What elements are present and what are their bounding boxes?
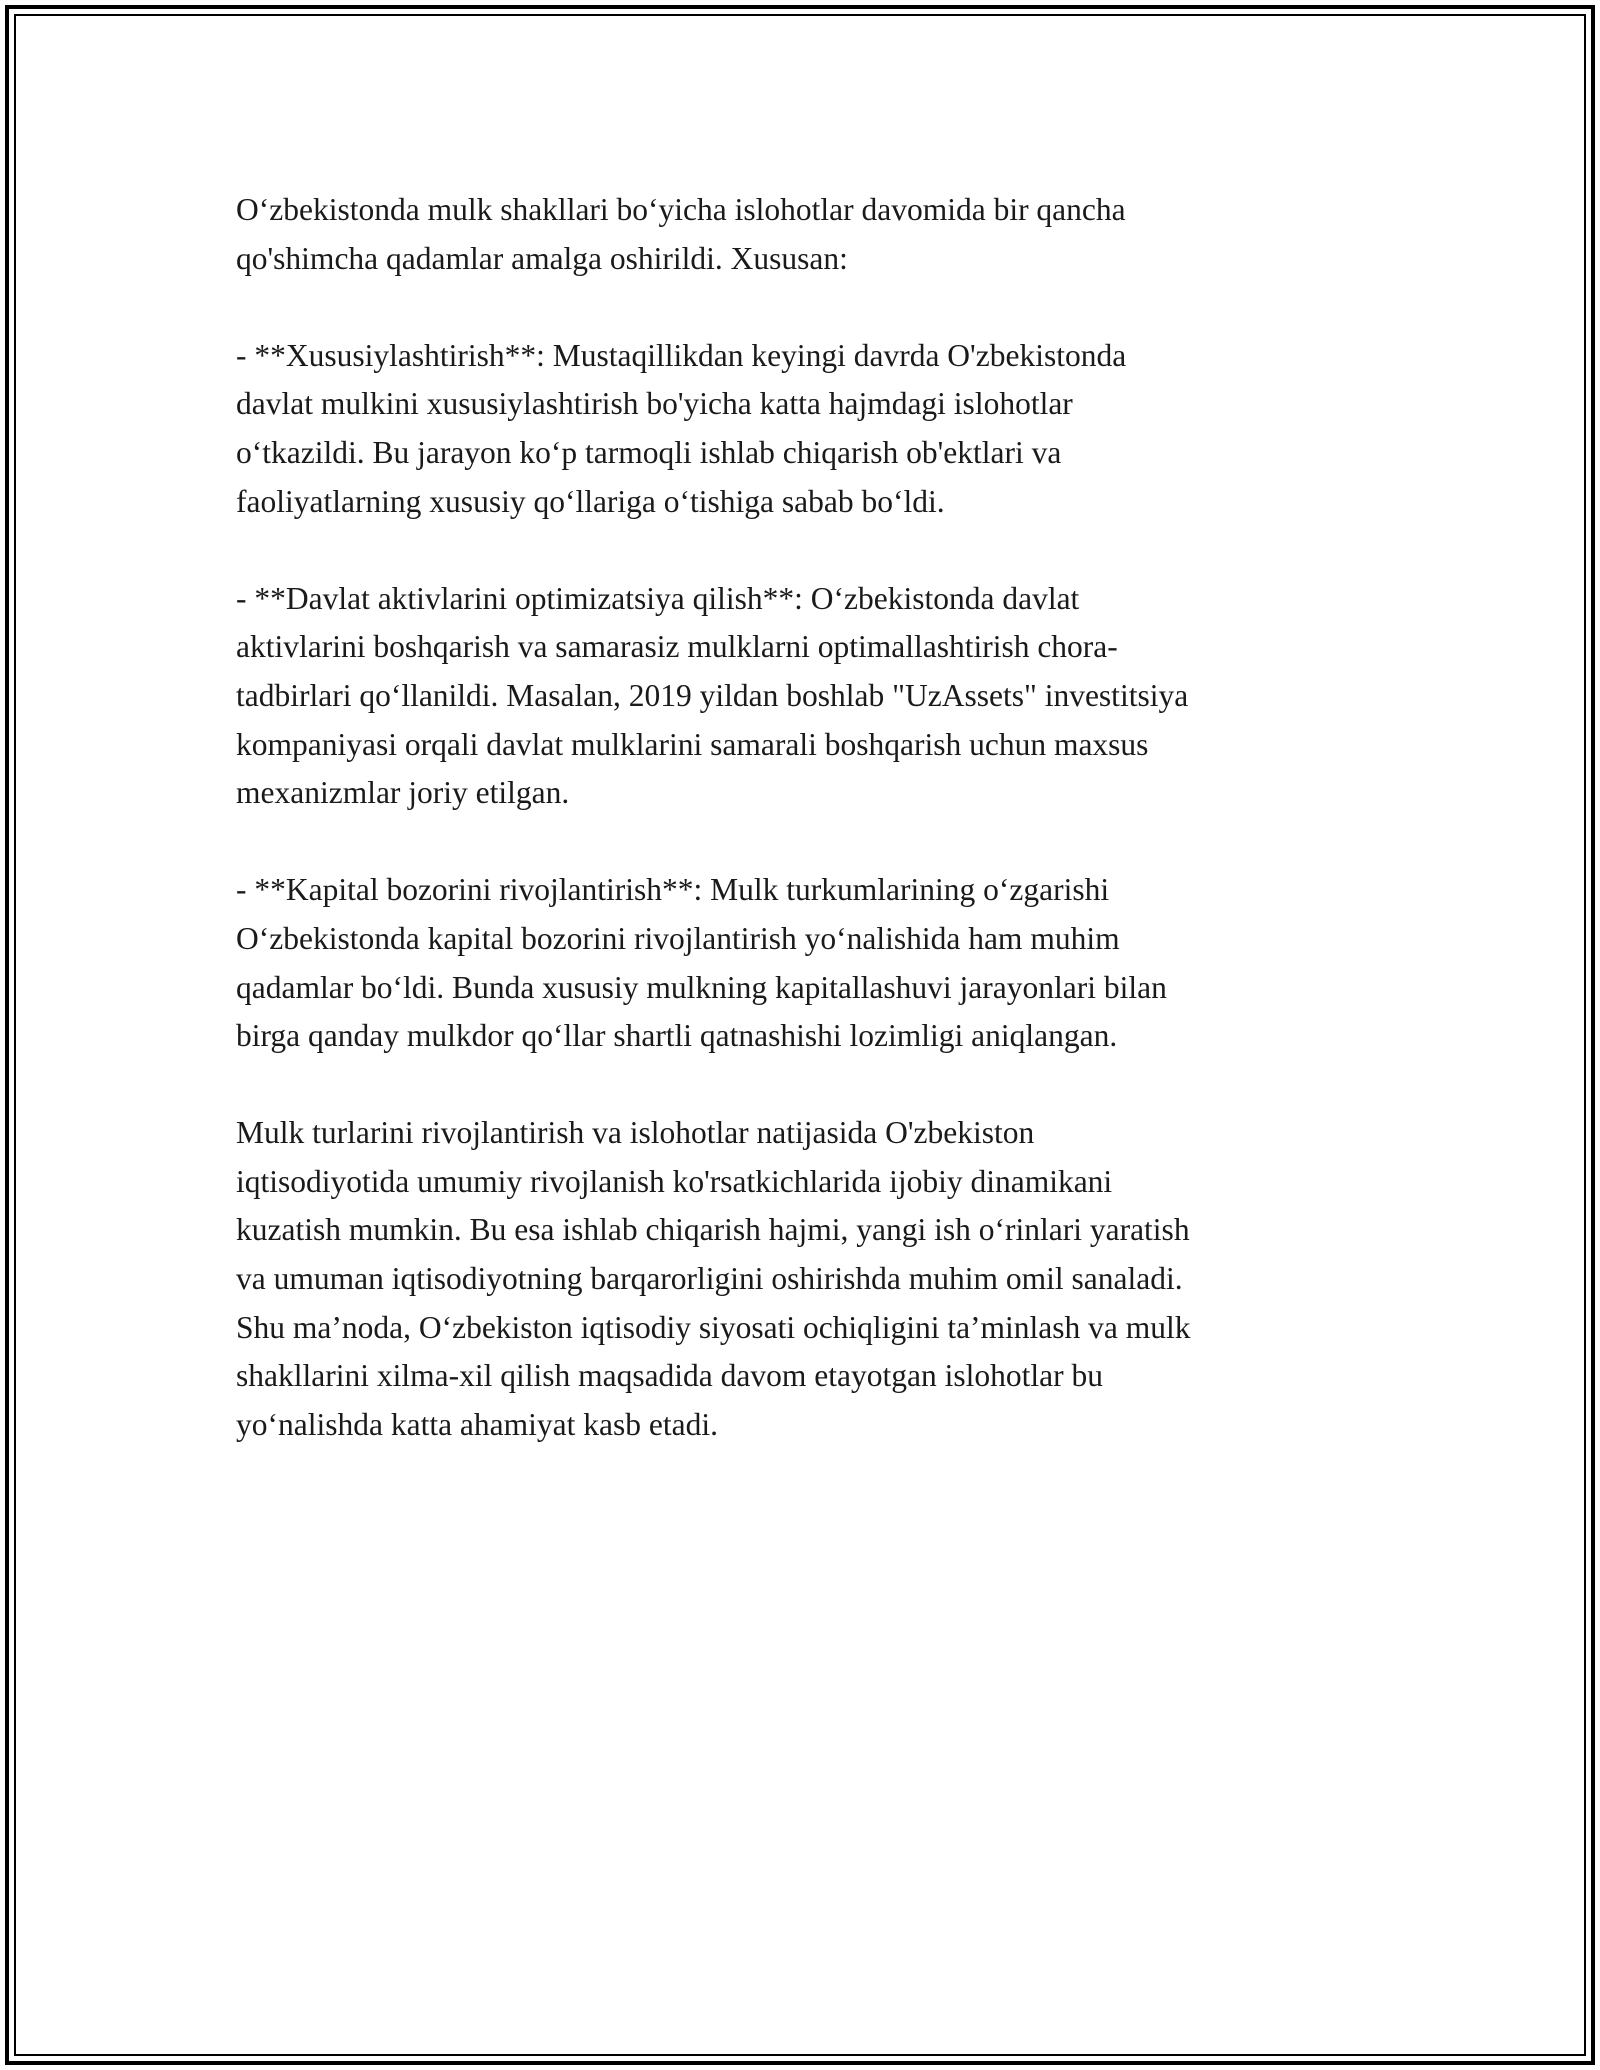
text-line: O‘zbekistonda mulk shakllari bo‘yicha islohotlar davomida bir qancha	[236, 192, 1126, 227]
text-line: tadbirlari qo‘llanildi. Masalan, 2019 yildan boshlab "UzAssets" investitsiya	[236, 677, 1189, 713]
text-line: va umuman iqtisodiyotning barqarorligini oshirishda muhim omil sanaladi.	[236, 1261, 1183, 1297]
text-line: kuzatish mumkin. Bu esa ishlab chiqarish hajmi, yangi ish o‘rinlari yaratish	[236, 1212, 1190, 1248]
text-line: mexanizmlar joriy etilgan.	[236, 775, 570, 811]
text-line: - **Xususiylashtirish**: Mustaqillikdan keyingi davrda O'zbekistonda	[236, 337, 1127, 373]
paragraph-conclusion	[236, 1109, 1366, 1449]
text-line: - **Davlat aktivlarini optimizatsiya qilish**: O‘zbekistonda davlat	[236, 580, 1080, 616]
text-line: Mulk turlarini rivojlantirish va islohotlar natijasida O'zbekiston	[236, 1115, 1035, 1151]
text-line: Shu ma’noda, O‘zbekiston iqtisodiy siyosati ochiqligini ta’minlash va mulk	[236, 1309, 1191, 1345]
text-line: davlat mulkini xususiylashtirish bo'yicha katta hajmdagi islohotlar	[236, 386, 1073, 422]
text-line: O‘zbekistonda kapital bozorini rivojlantirish yo‘nalishida ham muhim	[236, 920, 1120, 956]
text-line: faoliyatlarning xususiy qo‘llariga o‘tishiga sabab bo‘ldi.	[236, 483, 945, 519]
text-line: qadamlar bo‘ldi. Bunda xususiy mulkning kapitallashuvi jarayonlari bilan	[236, 969, 1167, 1005]
text-line: iqtisodiyotida umumiy rivojlanish ko'rsatkichlarida ijobiy dinamikani	[236, 1163, 1113, 1199]
text-line: o‘tkazildi. Bu jarayon ko‘p tarmoqli ishlab chiqarish ob'ektlari va	[236, 434, 1062, 470]
text-line: aktivlarini boshqarish va samarasiz mulklarni optimallashtirish chora-	[236, 629, 1118, 665]
text-line: - **Kapital bozorini rivojlantirish**: Mulk turkumlarining o‘zgarishi	[236, 872, 1110, 908]
text-line: birga qanday mulkdor qo‘llar shartli qatnashishi lozimligi aniqlangan.	[236, 1018, 1118, 1054]
text-line: shakllarini xilma-xil qilish maqsadida davom etayotgan islohotlar bu	[236, 1358, 1103, 1394]
paragraph-capital-market	[236, 866, 1366, 1060]
paragraph-privatization	[236, 332, 1366, 526]
document-body	[236, 186, 1366, 1449]
text-line: yo‘nalishda katta ahamiyat kasb etadi.	[236, 1406, 718, 1442]
paragraph-intro	[236, 186, 1366, 283]
text-line: qo'shimcha qadamlar amalga oshirildi. Xususan:	[236, 240, 848, 276]
text-line: kompaniyasi orqali davlat mulklarini samarali boshqarish uchun maxsus	[236, 726, 1149, 762]
paragraph-state-assets	[236, 575, 1366, 818]
